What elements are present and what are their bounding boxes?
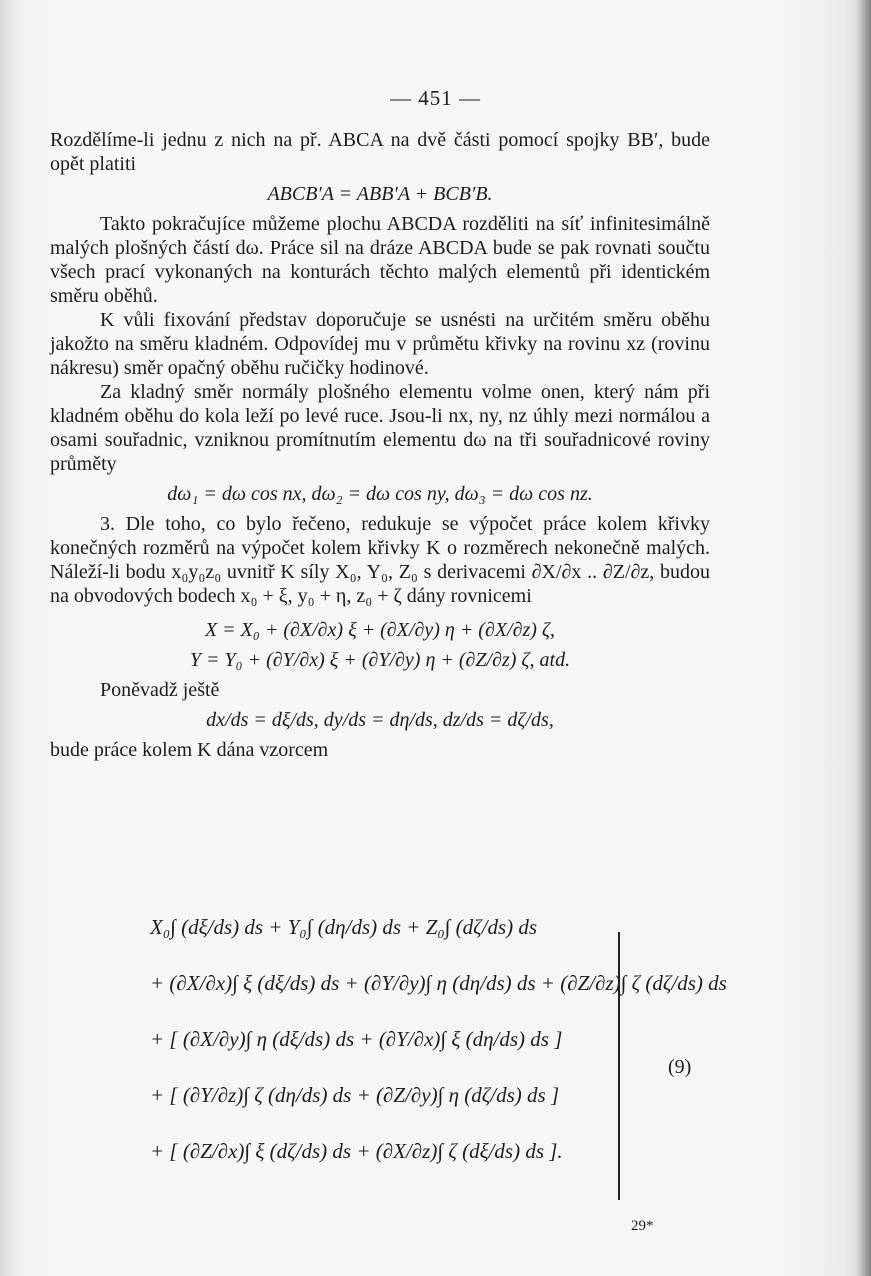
paragraph-3: K vůli fixování představ doporučuje se usnésti na určitém směru oběhu jakožto na směru kladném. Odpovídej mu v průmětu křivky na rovinu xz (rovinu nákresu) směr opačný oběhu ručičky hodinové.: [50, 309, 710, 379]
equation-5: dx/ds = dξ/ds, dy/ds = dη/ds, dz/ds = dζ/ds,: [206, 709, 554, 731]
formula-row-4: + [ (∂Y/∂z)∫ ζ (dη/ds) ds + (∂Z/∂y)∫ η (dζ/ds) ds ]: [150, 1083, 560, 1107]
formula-row-2: + (∂X/∂x)∫ ξ (dξ/ds) ds + (∂Y/∂y)∫ η (dη/ds) ds + (∂Z/∂z)∫ ζ (dζ/ds) ds: [150, 971, 727, 995]
page-number: — 451 —: [390, 86, 481, 110]
equation-number: (9): [668, 1056, 692, 1078]
paragraph-5: 3. Dle toho, co bylo řečeno, redukuje se výpočet práce kolem křivky konečných rozměrů na výpočet kolem křivky K o rozměrech nekonečně malých. Náleží-li bodu x₀y₀z₀ uvnitř K síly X₀, Y₀, Z₀ s derivacemi ∂X/∂x .. ∂Z/∂z, budou na obvodových bodech x₀ + ξ, y₀ + η, z₀ + ζ dány rovnicemi: [50, 513, 710, 607]
formula-9: [150, 915, 727, 1195]
paragraph-2: Takto pokračujíce můžeme plochu ABCDA rozděliti na síť infinitesimálně malých plošných částí dω. Práce sil na dráze ABCDA bude se pak rovnati součtu všech prací vykonaných na konturách těchto malých elementů při identickém směru oběhů.: [50, 213, 710, 307]
paragraph-4: Za kladný směr normály plošného elementu volme onen, který nám při kladném oběhu do kola leží po levé ruce. Jsou-li nx, ny, nz úhly mezi normálou a osami souřadnic, vzniknou promítnutím elementu dω na tři souřadnicové roviny průměty: [50, 381, 710, 475]
equation-3: X = X₀ + (∂X/∂x) ξ + (∂X/∂y) η + (∂X/∂z) ζ,: [204, 619, 556, 641]
paragraph-1: Rozdělíme-li jednu z nich na př. ABCA na dvě části pomocí spojky BB′, bude opět platiti: [50, 129, 710, 175]
equation-1: ABCB′A = ABB′A + BCB′B.: [267, 183, 493, 205]
paragraph-6: Poněvadž ještě: [100, 679, 220, 701]
text-block-top: [50, 128, 710, 762]
equation-2: dω₁ = dω cos nx, dω₂ = dω cos ny, dω₃ = dω cos nz.: [167, 483, 593, 505]
binding-shadow: [857, 0, 871, 1276]
formula-brace: [618, 932, 630, 1200]
formula-row-3: + [ (∂X/∂y)∫ η (dξ/ds) ds + (∂Y/∂x)∫ ξ (dη/ds) ds ]: [150, 1027, 563, 1051]
formula-row-5: + [ (∂Z/∂x)∫ ξ (dζ/ds) ds + (∂X/∂z)∫ ζ (dξ/ds) ds ].: [150, 1139, 563, 1163]
paragraph-7: bude práce kolem K dána vzorcem: [50, 739, 329, 761]
signature-mark: 29*: [631, 1218, 654, 1234]
formula-row-1: X₀∫ (dξ/ds) ds + Y₀∫ (dη/ds) ds + Z₀∫ (dζ/ds) ds: [150, 915, 538, 939]
equation-4: Y = Y₀ + (∂Y/∂x) ξ + (∂Y/∂y) η + (∂Z/∂z) ζ, atd.: [189, 649, 571, 671]
